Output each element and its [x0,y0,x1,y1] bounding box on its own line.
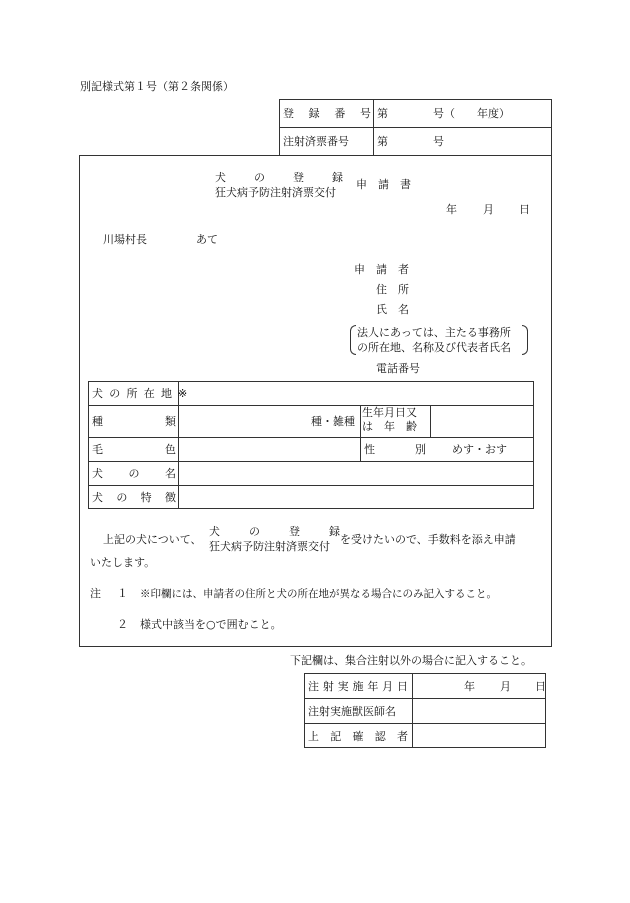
breed-label: 種 類 [92,415,176,428]
injection-tag-dai: 第 [377,135,388,148]
bottom-note: 下記欄は、集合注射以外の場合に記入すること。 [290,654,532,667]
breed-type[interactable]: 種・雑種 [311,415,355,428]
vet-name-label: 注射実施獣医師名 [308,705,396,718]
date-month: 月 [483,203,494,216]
location-mark: ※ [178,387,188,400]
form-number: 別記様式第１号（第２条関係） [80,80,234,93]
corp-note-line2: の所在地、名称及び代表者氏名 [357,341,511,354]
title-line1: 犬 の 登 録 [215,171,343,184]
title-suffix: 申 請 書 [356,178,411,191]
registration-number-year[interactable]: 号（ 年度） [433,107,510,120]
corp-note-paren-right [522,325,528,355]
dog-name-label: 犬 の 名 [92,467,176,480]
dob-label-line2: は 年 齢 [362,420,417,433]
injection-date-year[interactable]: 年 [464,680,475,693]
sex-value[interactable]: めす・おす [452,443,507,456]
statement-mid-line1: 犬 の 登 録 [209,525,340,538]
dob-label-line1: 生年月日又 [362,406,417,419]
statement-line2: いたします。 [90,556,156,569]
injection-date-day[interactable]: 日 [535,680,546,693]
corp-note-paren-left [350,325,356,355]
coat-color-label: 毛 色 [92,443,176,456]
injection-date-label: 注 射 実 施 年 月 日 [308,680,408,693]
corp-note-line1: 法人にあっては、主たる事務所 [357,326,511,339]
applicant-name-label: 氏 名 [376,303,409,316]
applicant-address-label: 住 所 [376,283,409,296]
statement-mid-line2: 狂犬病予防注射済票交付 [209,540,330,553]
location-label: 犬 の 所 在 地 [92,387,172,400]
registration-dai: 第 [377,107,388,120]
addressee-name: 川場村長 [103,233,147,246]
applicant-heading: 申 請 者 [354,263,409,276]
statement-post: を受けたいので、手数料を添え申請 [340,533,516,546]
note1-text: ※印欄には、申請者の住所と犬の所在地が異なる場合にのみ記入すること。 [140,588,497,600]
statement-pre: 上記の犬について、 [103,533,202,546]
note2-number: ２ [117,618,128,631]
note1-number: １ [117,587,128,600]
injection-date-month[interactable]: 月 [500,680,511,693]
injection-tag-number-label: 注射済票番号 [283,135,349,148]
injection-tag-number[interactable]: 号 [433,135,444,148]
notes-label: 注 [90,587,101,600]
registration-number-label: 登 録 番 号 [283,107,371,120]
dog-features-label: 犬 の 特 徴 [92,491,176,504]
applicant-phone-label: 電話番号 [376,362,420,375]
note2-text: 様式中該当を○で囲むこと。 [140,618,282,631]
title-line2: 狂犬病予防注射済票交付 [215,186,336,199]
confirmer-label: 上 記 確 認 者 [308,730,408,743]
date-day: 日 [519,203,530,216]
date-year: 年 [446,203,457,216]
sex-label: 性 別 [364,443,426,456]
addressee-ate: あて [196,233,218,246]
